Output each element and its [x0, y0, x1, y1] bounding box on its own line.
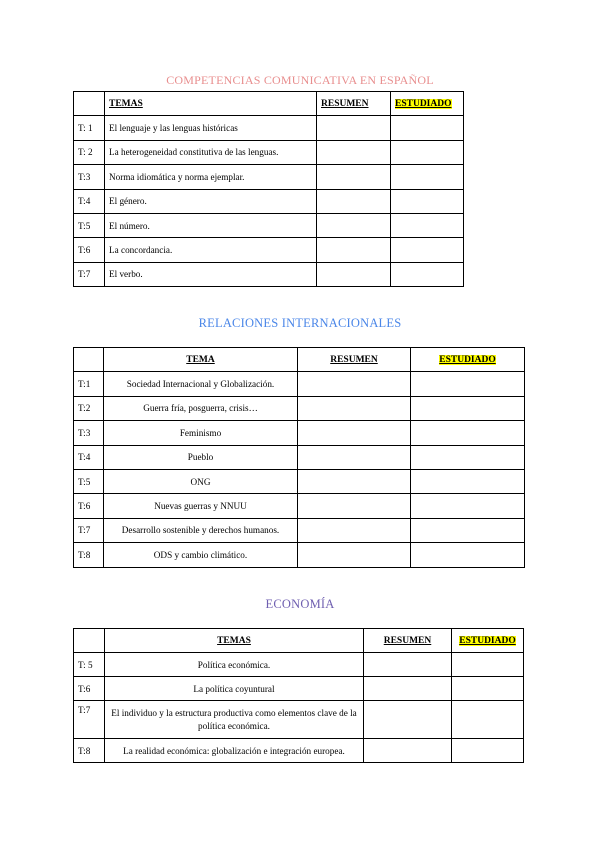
row-tema: El número. — [105, 213, 317, 237]
row-tema: El verbo. — [105, 262, 317, 286]
row-tema: La heterogeneidad constitutiva de las lenguas. — [105, 140, 317, 164]
resumen-cell — [317, 165, 391, 189]
row-tema: Feminismo — [104, 421, 298, 445]
header-temas: TEMAS — [217, 636, 251, 646]
estudiado-cell — [391, 165, 464, 189]
table-row — [74, 396, 525, 420]
header-resumen: RESUMEN — [330, 355, 378, 366]
row-tema: Política económica. — [105, 653, 364, 677]
row-tema: Nuevas guerras y NNUU — [104, 494, 298, 518]
row-id: T:5 — [74, 469, 104, 493]
resumen-cell — [298, 494, 411, 518]
row-id: T:7 — [74, 262, 105, 286]
estudiado-cell — [452, 677, 524, 701]
resumen-cell — [317, 116, 391, 140]
header-resumen: RESUMEN — [383, 636, 432, 646]
row-tema: Guerra fría, posguerra, crisis… — [104, 396, 298, 420]
row-tema: El género. — [105, 189, 317, 213]
header-resumen: RESUMEN — [321, 99, 369, 110]
table-row — [74, 189, 464, 213]
table-row — [74, 165, 464, 189]
row-tema: ONG — [104, 469, 298, 493]
resumen-cell — [298, 372, 411, 396]
row-id: T:1 — [74, 372, 104, 396]
row-id: T:6 — [74, 677, 105, 701]
estudiado-cell — [411, 445, 525, 469]
row-tema: Norma idiomática y norma ejemplar. — [105, 165, 317, 189]
row-id: T: 1 — [74, 116, 105, 140]
table-row — [74, 701, 524, 739]
row-id: T: 5 — [74, 653, 105, 677]
resumen-cell — [364, 677, 452, 701]
table-row — [74, 739, 524, 763]
resumen-cell — [317, 213, 391, 237]
table-economia — [73, 628, 524, 763]
table-row — [74, 213, 464, 237]
estudiado-cell — [411, 421, 525, 445]
row-tema: La política coyuntural — [105, 677, 364, 701]
estudiado-cell — [391, 213, 464, 237]
table-row — [74, 238, 464, 262]
resumen-cell — [364, 701, 452, 739]
table-row — [74, 140, 464, 164]
row-tema: El lenguaje y las lenguas históricas — [105, 116, 317, 140]
header-estudiado: ESTUDIADO — [395, 99, 452, 110]
table-row — [74, 421, 525, 445]
resumen-cell — [298, 469, 411, 493]
resumen-cell — [317, 262, 391, 286]
row-id: T:3 — [74, 421, 104, 445]
estudiado-cell — [391, 189, 464, 213]
row-id: T:8 — [74, 739, 105, 763]
header-tema: TEMA — [186, 355, 215, 366]
table-competencias — [73, 91, 464, 287]
table-header-row — [74, 629, 524, 653]
estudiado-cell — [452, 653, 524, 677]
header-id-cell — [74, 92, 105, 116]
resumen-cell — [317, 140, 391, 164]
row-tema: Pueblo — [104, 445, 298, 469]
row-tema: El individuo y la estructura productiva como elementos clave de la política económica. — [105, 701, 364, 739]
table-header-row — [74, 348, 525, 372]
resumen-cell — [298, 518, 411, 542]
estudiado-cell — [452, 739, 524, 763]
resumen-cell — [298, 543, 411, 567]
row-id: T:4 — [74, 445, 104, 469]
table-row — [74, 543, 525, 567]
row-id: T: 2 — [74, 140, 105, 164]
estudiado-cell — [391, 140, 464, 164]
row-id: T:8 — [74, 543, 104, 567]
resumen-cell — [298, 396, 411, 420]
estudiado-cell — [411, 494, 525, 518]
estudiado-cell — [411, 518, 525, 542]
header-estudiado: ESTUDIADO — [459, 636, 516, 646]
estudiado-cell — [452, 701, 524, 739]
estudiado-cell — [411, 372, 525, 396]
row-tema: La realidad económica: globalización e integración europea. — [105, 739, 364, 763]
estudiado-cell — [391, 238, 464, 262]
estudiado-cell — [411, 396, 525, 420]
estudiado-cell — [411, 543, 525, 567]
header-temas: TEMAS — [109, 99, 143, 110]
estudiado-cell — [391, 262, 464, 286]
header-estudiado: ESTUDIADO — [439, 355, 496, 366]
table-row — [74, 518, 525, 542]
header-id-cell — [74, 629, 105, 653]
row-tema: ODS y cambio climático. — [104, 543, 298, 567]
row-id: T:7 — [74, 518, 104, 542]
row-tema: Desarrollo sostenible y derechos humanos. — [104, 518, 298, 542]
row-id: T:3 — [74, 165, 105, 189]
resumen-cell — [317, 238, 391, 262]
table-row — [74, 116, 464, 140]
row-id: T:6 — [74, 238, 105, 262]
estudiado-cell — [391, 116, 464, 140]
table-relaciones — [73, 347, 525, 568]
row-id: T:4 — [74, 189, 105, 213]
table-row — [74, 653, 524, 677]
header-id-cell — [74, 348, 104, 372]
table-row — [74, 677, 524, 701]
row-id: T:7 — [74, 701, 105, 739]
resumen-cell — [298, 421, 411, 445]
section-title-relaciones: RELACIONES INTERNACIONALES — [198, 316, 402, 330]
row-id: T:5 — [74, 213, 105, 237]
resumen-cell — [317, 189, 391, 213]
resumen-cell — [298, 445, 411, 469]
table-row — [74, 262, 464, 286]
row-id: T:2 — [74, 396, 104, 420]
table-row — [74, 469, 525, 493]
estudiado-cell — [411, 469, 525, 493]
resumen-cell — [364, 653, 452, 677]
section-title-economia: ECONOMÍA — [265, 597, 335, 611]
resumen-cell — [364, 739, 452, 763]
table-row — [74, 445, 525, 469]
table-header-row — [74, 92, 464, 116]
section-title-competencias: COMPETENCIAS COMUNICATIVA EN ESPAÑOL — [166, 73, 434, 87]
row-tema: Sociedad Internacional y Globalización. — [104, 372, 298, 396]
table-row — [74, 372, 525, 396]
row-tema: La concordancia. — [105, 238, 317, 262]
row-id: T:6 — [74, 494, 104, 518]
table-row — [74, 494, 525, 518]
